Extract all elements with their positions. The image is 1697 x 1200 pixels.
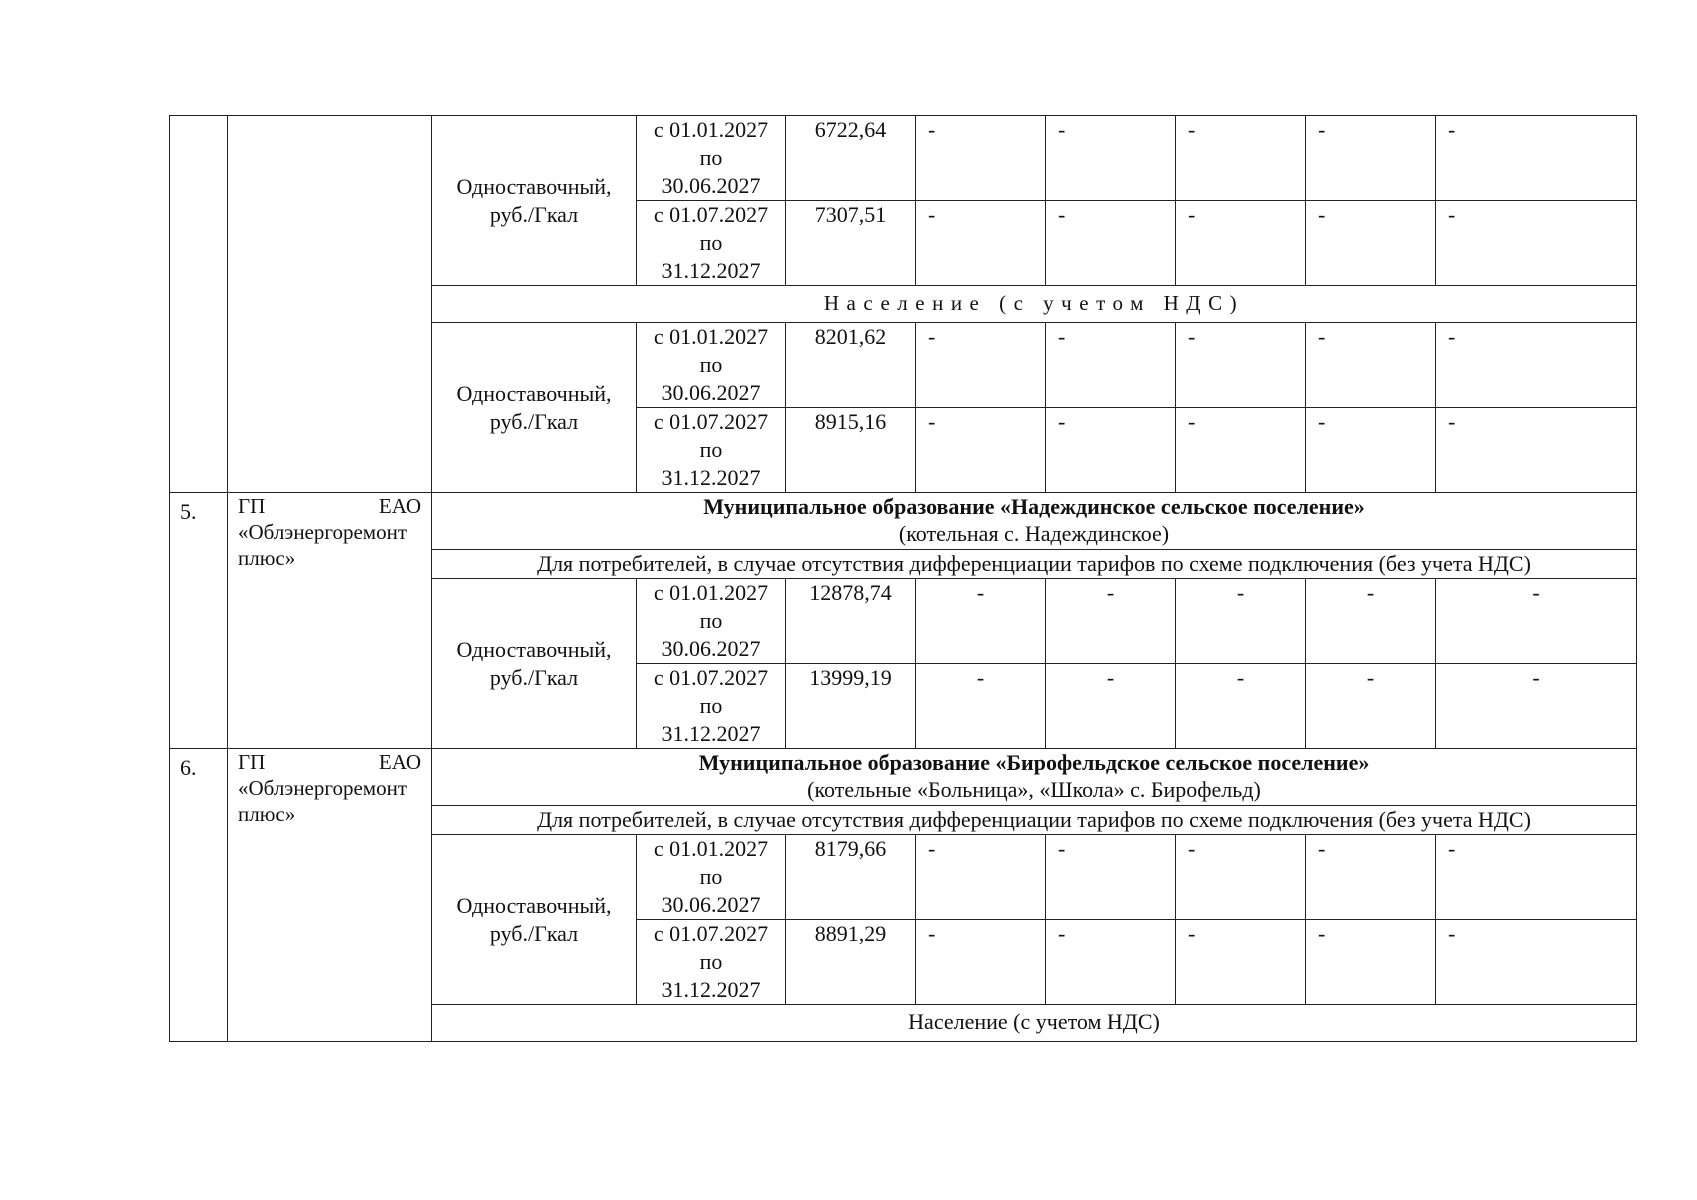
- entry-number: 6.: [170, 749, 228, 1042]
- dash-cell: -: [1046, 323, 1176, 408]
- tariff-type: Одноставочный, руб./Гкал: [432, 323, 637, 493]
- dash-cell: -: [1176, 835, 1306, 920]
- tariff-value: 8179,66: [786, 835, 916, 920]
- org-cell: [228, 116, 432, 493]
- org-name-part: ГП: [238, 750, 266, 774]
- tariff-type: Одноставочный, руб./Гкал: [432, 835, 637, 1005]
- boiler-subtitle: (котельные «Больница», «Школа» с. Бирофельд): [807, 777, 1261, 802]
- dash-cell: -: [916, 408, 1046, 493]
- tariff-type: Одноставочный, руб./Гкал: [432, 116, 637, 286]
- period-cell: с 01.07.2027 по 31.12.2027: [637, 920, 786, 1005]
- period-cell: с 01.01.2027 по 30.06.2027: [637, 323, 786, 408]
- dash-cell: -: [1436, 116, 1637, 201]
- dash-cell: -: [1176, 116, 1306, 201]
- dash-cell: -: [1306, 201, 1436, 286]
- dash-cell: -: [1046, 920, 1176, 1005]
- dash-cell: -: [1176, 201, 1306, 286]
- org-name-part: «Облэнергоремонт: [238, 520, 407, 544]
- org-name-part: плюс»: [238, 546, 296, 570]
- dash-cell: -: [1046, 664, 1176, 749]
- population-header: Население (с учетом НДС): [432, 286, 1637, 323]
- dash-cell: -: [916, 920, 1046, 1005]
- table-row: [170, 749, 1637, 806]
- dash-cell: -: [1176, 408, 1306, 493]
- org-name-part: ГП: [238, 494, 266, 518]
- dash-cell: -: [1176, 579, 1306, 664]
- dash-cell: -: [1306, 579, 1436, 664]
- municipality-title: Муниципальное образование «Надеждинское сельское поселение»: [703, 494, 1365, 519]
- dash-cell: -: [1046, 116, 1176, 201]
- dash-cell: -: [1436, 323, 1637, 408]
- dash-cell: -: [1306, 835, 1436, 920]
- dash-cell: -: [1176, 323, 1306, 408]
- dash-cell: -: [1436, 920, 1637, 1005]
- org-name-part: плюс»: [238, 802, 296, 826]
- consumer-header: Для потребителей, в случае отсутствия дифференциации тарифов по схеме подключения (без учета НДС): [432, 806, 1637, 835]
- period-cell: с 01.01.2027 по 30.06.2027: [637, 116, 786, 201]
- dash-cell: -: [1046, 579, 1176, 664]
- municipality-title: Муниципальное образование «Бирофельдское сельское поселение»: [698, 750, 1370, 775]
- boiler-subtitle: (котельная с. Надеждинское): [898, 521, 1170, 546]
- period-cell: с 01.01.2027 по 30.06.2027: [637, 835, 786, 920]
- tariff-value: 7307,51: [786, 201, 916, 286]
- dash-cell: -: [1436, 835, 1637, 920]
- dash-cell: -: [1436, 579, 1637, 664]
- dash-cell: -: [1436, 408, 1637, 493]
- consumer-header: Для потребителей, в случае отсутствия дифференциации тарифов по схеме подключения (без учета НДС): [432, 550, 1637, 579]
- tariff-value: 6722,64: [786, 116, 916, 201]
- dash-cell: -: [1046, 201, 1176, 286]
- dash-cell: -: [1306, 408, 1436, 493]
- dash-cell: -: [916, 579, 1046, 664]
- org-name-part: ЕАО: [378, 750, 421, 774]
- org-cell: [228, 749, 432, 1042]
- dash-cell: -: [1436, 664, 1637, 749]
- tariff-value: 8201,62: [786, 323, 916, 408]
- org-cell: [228, 493, 432, 749]
- dash-cell: -: [916, 835, 1046, 920]
- org-name-part: ЕАО: [378, 494, 421, 518]
- dash-cell: -: [1046, 835, 1176, 920]
- tariff-table: [169, 115, 1637, 1042]
- dash-cell: -: [916, 664, 1046, 749]
- dash-cell: -: [1436, 201, 1637, 286]
- table-row: [170, 116, 1637, 201]
- period-cell: с 01.07.2027 по 31.12.2027: [637, 664, 786, 749]
- dash-cell: -: [1176, 664, 1306, 749]
- entry-number: 5.: [170, 493, 228, 749]
- municipality-header: [432, 749, 1637, 806]
- dash-cell: -: [916, 201, 1046, 286]
- table-row: [170, 493, 1637, 550]
- dash-cell: -: [1176, 920, 1306, 1005]
- tariff-value: 8891,29: [786, 920, 916, 1005]
- period-cell: с 01.07.2027 по 31.12.2027: [637, 201, 786, 286]
- dash-cell: -: [1306, 664, 1436, 749]
- tariff-value: 8915,16: [786, 408, 916, 493]
- period-cell: с 01.01.2027 по 30.06.2027: [637, 579, 786, 664]
- tariff-value: 13999,19: [786, 664, 916, 749]
- tariff-type: Одноставочный, руб./Гкал: [432, 579, 637, 749]
- dash-cell: -: [1306, 920, 1436, 1005]
- population-header: Население (с учетом НДС): [432, 1005, 1637, 1042]
- municipality-header: [432, 493, 1637, 550]
- dash-cell: -: [1306, 323, 1436, 408]
- dash-cell: -: [916, 116, 1046, 201]
- period-cell: с 01.07.2027 по 31.12.2027: [637, 408, 786, 493]
- dash-cell: -: [916, 323, 1046, 408]
- org-name-part: «Облэнергоремонт: [238, 776, 407, 800]
- number-cell: [170, 116, 228, 493]
- tariff-value: 12878,74: [786, 579, 916, 664]
- dash-cell: -: [1046, 408, 1176, 493]
- dash-cell: -: [1306, 116, 1436, 201]
